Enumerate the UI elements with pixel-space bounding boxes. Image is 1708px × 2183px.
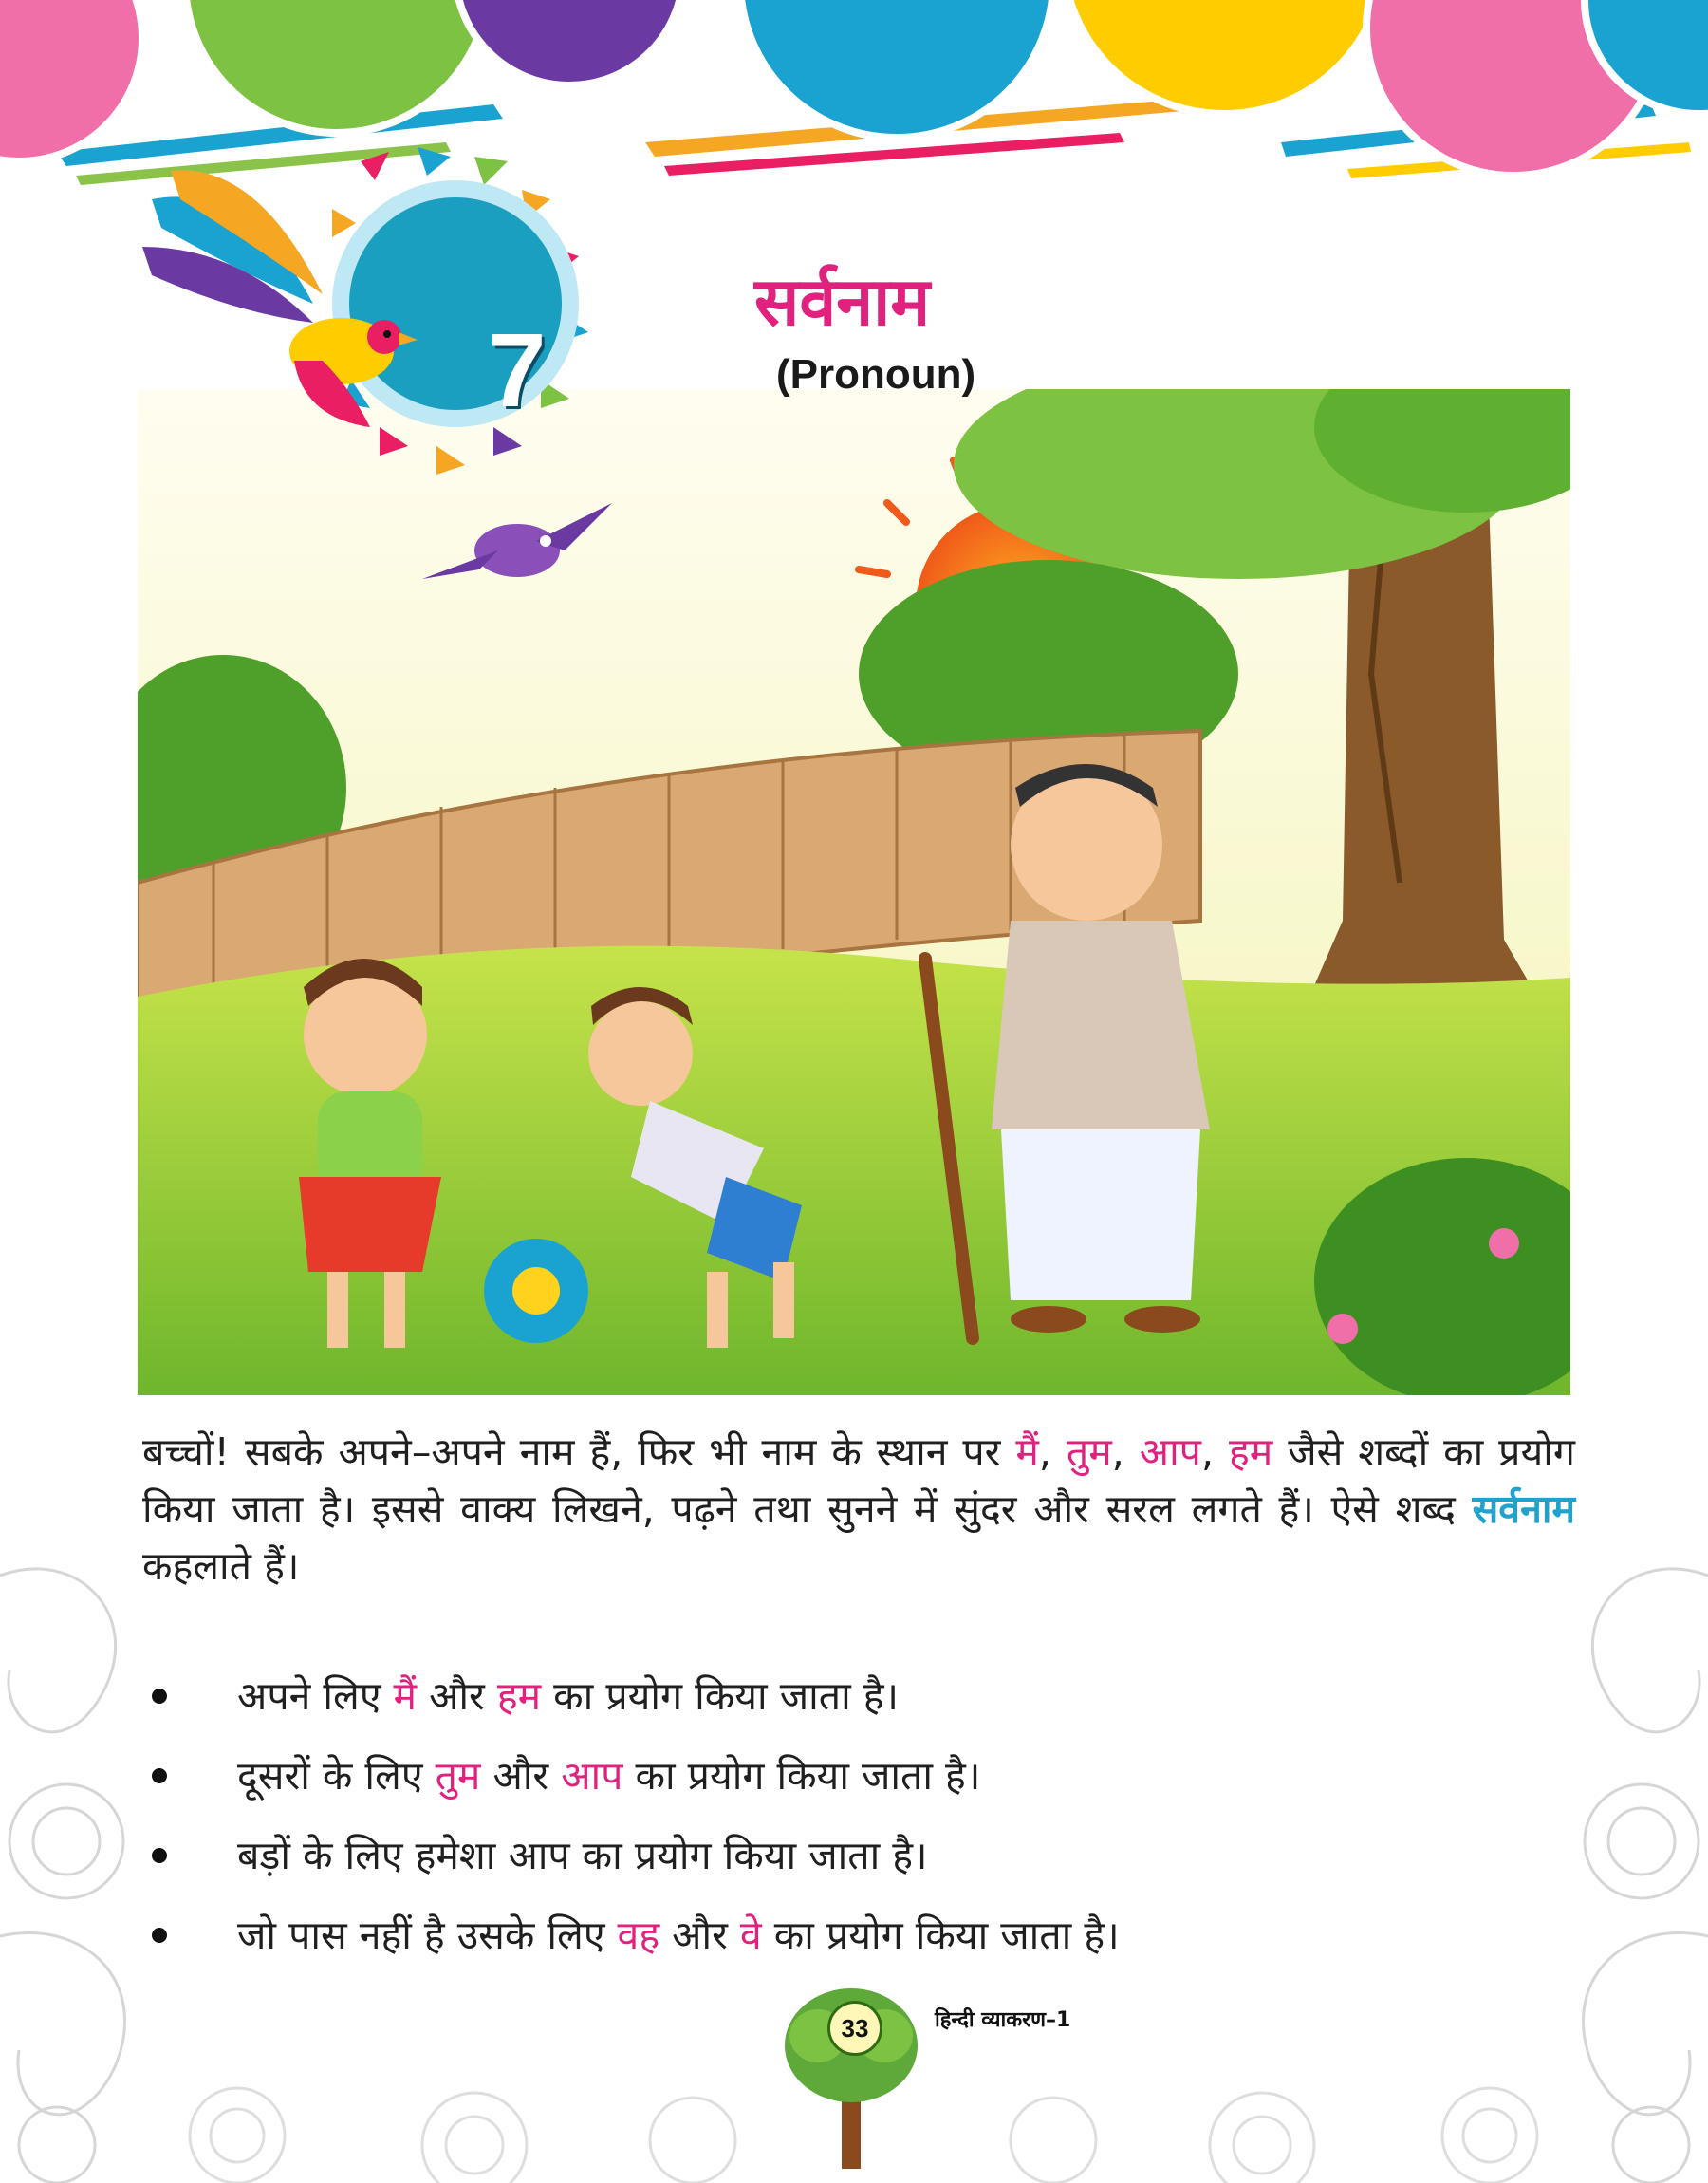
separator: , [1038, 1429, 1067, 1475]
separator: , [1200, 1429, 1229, 1475]
flower [1327, 1314, 1358, 1344]
pronoun-tum: तुम [1066, 1429, 1112, 1475]
separator: , [1111, 1429, 1140, 1475]
bullet-dot [152, 1768, 167, 1783]
chapter-number: 7 [488, 311, 547, 429]
pronoun-main: मैं [1015, 1429, 1039, 1475]
bullet-dot [152, 1848, 167, 1863]
pronoun-word: मैं [393, 1673, 418, 1719]
page-number: 33 [827, 2001, 882, 2056]
intro-paragraph [142, 1424, 1575, 1595]
highlight-sarvanam: सर्वनाम [1472, 1486, 1575, 1532]
pronoun-aap: आप [1139, 1429, 1201, 1475]
list-item: जो पास नहीं है उसके लिए वह और वे का प्रयोग किया जाता है। [142, 1895, 1575, 1975]
ball [484, 1239, 588, 1343]
lace-decoration-left [0, 1538, 161, 2183]
pronoun-word: वह [617, 1912, 660, 1958]
chapter-title: सर्वनाम [754, 263, 931, 341]
book-title: हिन्दी व्याकरण–1 [935, 2008, 1071, 2032]
list-item: दूसरों के लिए तुम और आप का प्रयोग किया जाता है। [142, 1736, 1575, 1816]
bullet-dot [152, 1689, 167, 1704]
list-item: अपने लिए मैं और हम का प्रयोग किया जाता है। [142, 1656, 1575, 1736]
intro-text: बच्चों! सबके अपने–अपने नाम हैं, फिर भी नाम के स्थान पर [142, 1429, 1016, 1475]
intro-text: कहलाते हैं। [142, 1543, 300, 1589]
pronoun-word: हम [496, 1673, 542, 1719]
pronoun-word: वे [739, 1912, 762, 1958]
intro-text: जैसे शब्दों का प्रयोग किया जाता है। इससे वाक्य लिखने, पढ़ने तथा सुनने में सुंदर और सरल लगते हैं। ऐसे शब्द [142, 1429, 1575, 1532]
pronoun-word: आप [561, 1753, 623, 1799]
pronoun-word: तुम [435, 1753, 481, 1799]
list-item: बड़ों के लिए हमेशा आप का प्रयोग किया जाता है। [142, 1816, 1575, 1895]
pronoun-ham: हम [1228, 1429, 1273, 1475]
circle-purple [455, 0, 683, 85]
chapter-illustration [138, 389, 1570, 1395]
bullet-dot [152, 1928, 167, 1943]
bullet-list [142, 1656, 1575, 1975]
circle-pink-left [0, 0, 142, 161]
lace-decoration-right [1556, 1538, 1708, 2183]
flower [1489, 1228, 1519, 1259]
circle-yellow [1063, 0, 1385, 114]
chapter-subtitle: (Pronoun) [776, 351, 976, 398]
